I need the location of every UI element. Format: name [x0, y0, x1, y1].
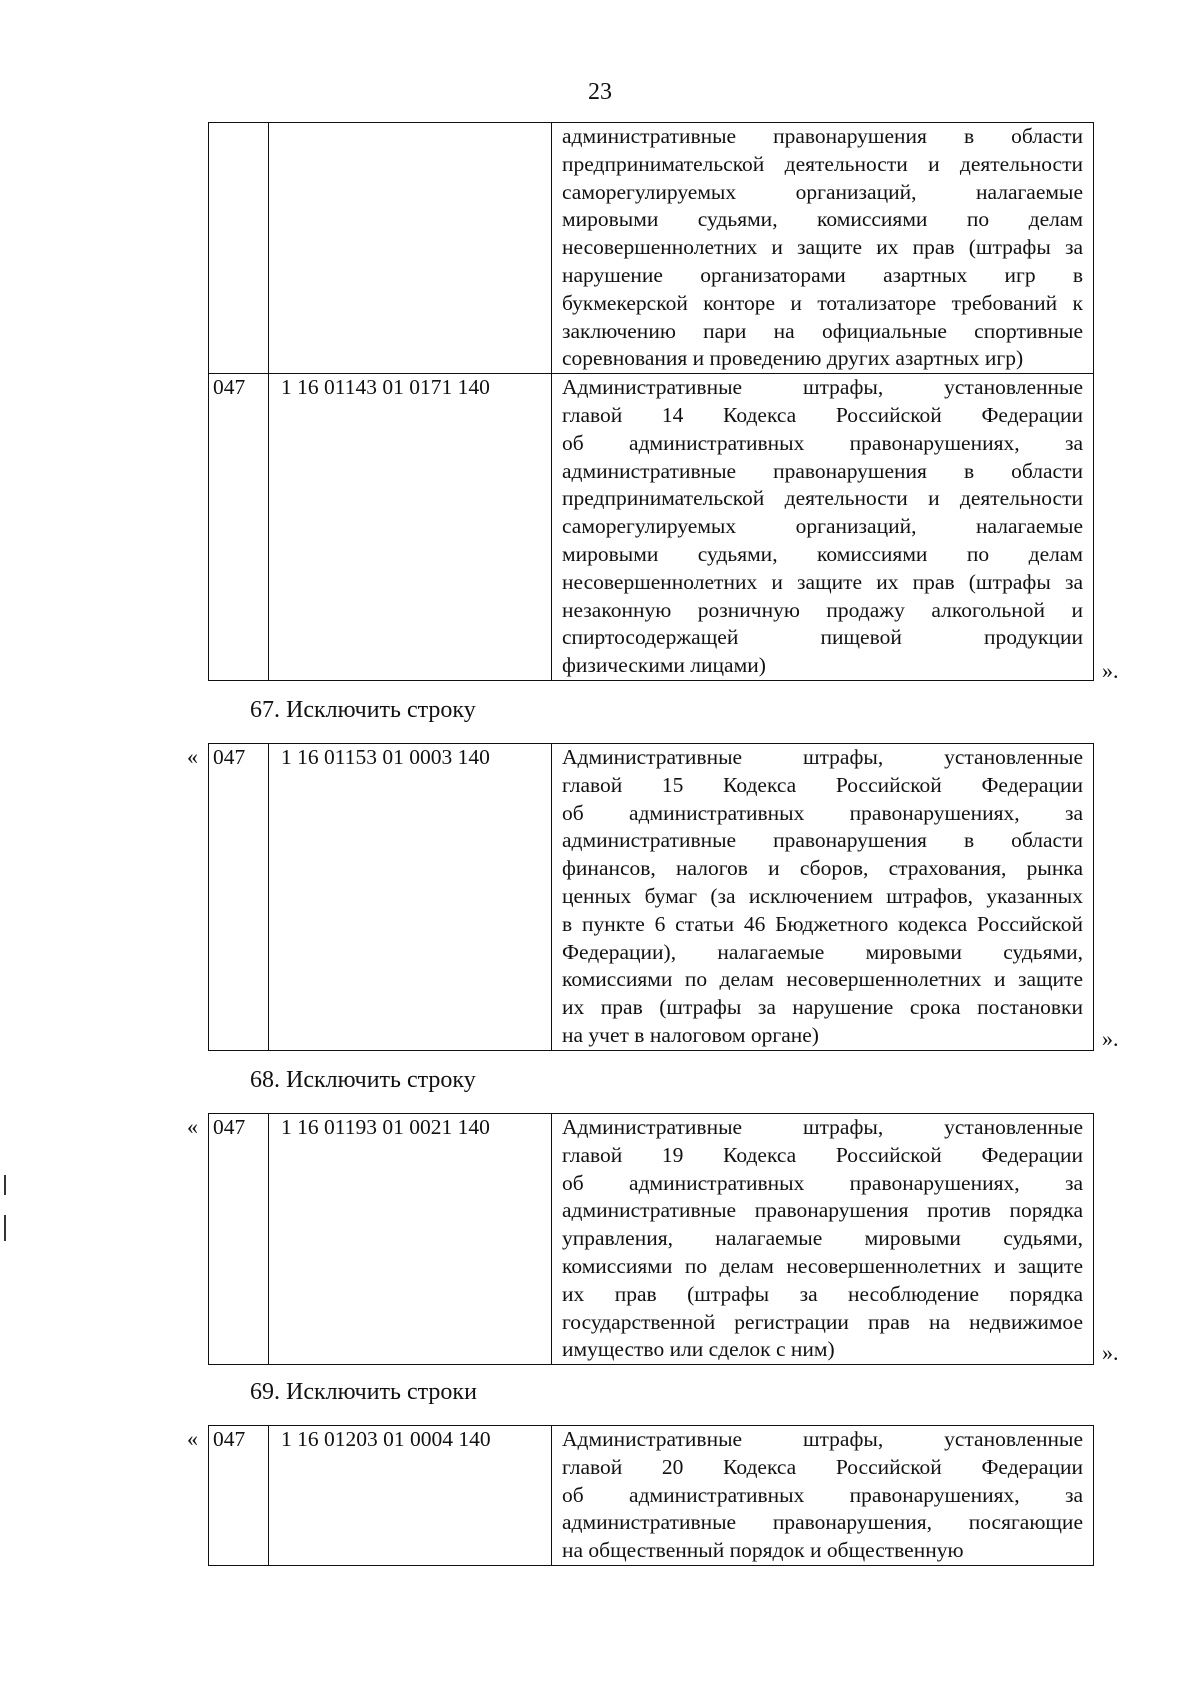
description-line: об административных правонарушениях, за — [562, 1482, 1083, 1507]
section-heading-69: 69. Исключить строки — [250, 1379, 477, 1405]
scan-artifact — [4, 1215, 6, 1241]
description-line: на общественный порядок и общественную — [562, 1538, 964, 1563]
description-line: их прав (штрафы за нарушение срока постановки — [562, 995, 1083, 1020]
description-line: комиссиями по делам несовершеннолетних и защите — [562, 967, 1083, 992]
description-line: административные правонарушения в области — [562, 828, 1083, 853]
description-line: административные правонарушения против порядка — [562, 1198, 1083, 1223]
description-line: саморегулируемых организаций, налагаемые — [562, 179, 1083, 204]
description-line: главой 14 Кодекса Российской Федерации — [562, 402, 1083, 427]
description-line: предпринимательской деятельности и деятельности — [562, 486, 1083, 511]
description-text — [562, 1426, 1083, 1565]
description-text — [562, 374, 1083, 680]
kbk-cell-empty — [269, 123, 552, 374]
description-line: в пункте 6 статьи 46 Бюджетного кодекса Российской — [562, 911, 1083, 936]
description-line: их прав (штрафы за несоблюдение порядка — [562, 1281, 1083, 1306]
description-line: букмекерской конторе и тотализаторе требований к — [562, 290, 1083, 315]
opening-quote: « — [187, 744, 198, 769]
kbk-cell: 1 16 01193 01 0021 140 — [269, 1114, 552, 1365]
code-cell: 047 — [209, 1426, 269, 1566]
description-line: саморегулируемых организаций, налагаемые — [562, 514, 1083, 539]
description-line: комиссиями по делам несовершеннолетних и защите — [562, 1253, 1083, 1278]
description-line: незаконную розничную продажу алкогольной и — [562, 597, 1083, 622]
kbk-table-continued — [208, 122, 1094, 681]
description-line: административные правонарушения, посягающие — [562, 1510, 1083, 1535]
description-line: Административные штрафы, установленные — [562, 1427, 1083, 1451]
page-number: 23 — [588, 79, 612, 105]
section-heading-67: 67. Исключить строку — [250, 697, 476, 723]
description-line: Административные штрафы, установленные — [562, 745, 1083, 769]
closing-quote: ». — [1102, 1340, 1119, 1365]
table-row-continued — [209, 123, 1094, 374]
description-line: нарушение организаторами азартных игр в — [562, 262, 1083, 287]
kbk-cell: 1 16 01153 01 0003 140 — [269, 744, 552, 1051]
description-line: мировыми судьями, комиссиями по делам — [562, 207, 1083, 232]
description-line: несовершеннолетних и защите их прав (штрафы за — [562, 235, 1083, 260]
opening-quote: « — [187, 1426, 198, 1451]
description-line: управления, налагаемые мировыми судьями, — [562, 1226, 1083, 1251]
kbk-cell: 1 16 01143 01 0171 140 — [269, 374, 552, 681]
description-line: Административные штрафы, установленные — [562, 375, 1083, 400]
description-cell — [552, 744, 1094, 1051]
table-row — [209, 1114, 1094, 1365]
table-row — [209, 744, 1094, 1051]
table-row — [209, 1426, 1094, 1566]
code-cell: 047 — [209, 744, 269, 1051]
description-cell — [552, 374, 1094, 681]
kbk-table-69 — [208, 1425, 1094, 1566]
description-line: главой 15 Кодекса Российской Федерации — [562, 772, 1083, 797]
section-heading-68: 68. Исключить строку — [250, 1067, 476, 1093]
description-line: заключению пари на официальные спортивные — [562, 318, 1083, 343]
description-cell — [552, 123, 1094, 374]
kbk-cell: 1 16 01203 01 0004 140 — [269, 1426, 552, 1566]
table-row-0171 — [209, 374, 1094, 681]
closing-quote: ». — [1102, 1026, 1119, 1051]
description-line: Административные штрафы, установленные — [562, 1115, 1083, 1139]
description-cell — [552, 1426, 1094, 1566]
description-text — [562, 1114, 1083, 1364]
description-line: мировыми судьями, комиссиями по делам — [562, 541, 1083, 566]
description-line: административные правонарушения в области — [562, 124, 1083, 148]
description-line: Федерации), налагаемые мировыми судьями, — [562, 939, 1083, 964]
description-line: об административных правонарушениях, за — [562, 430, 1083, 455]
description-line: об административных правонарушениях, за — [562, 800, 1083, 825]
description-line: государственной регистрации прав на недвижимое — [562, 1309, 1083, 1334]
description-line: главой 19 Кодекса Российской Федерации — [562, 1142, 1083, 1167]
code-cell-empty — [209, 123, 269, 374]
closing-quote: ». — [1102, 658, 1119, 683]
description-line: спиртосодержащей пищевой продукции — [562, 625, 1083, 650]
description-line: предпринимательской деятельности и деятельности — [562, 151, 1083, 176]
description-cell — [552, 1114, 1094, 1365]
description-line: административные правонарушения в области — [562, 458, 1083, 483]
description-line: финансов, налогов и сборов, страхования, рынка — [562, 856, 1083, 881]
description-line: соревнования и проведению других азартных игр) — [562, 346, 1024, 371]
opening-quote: « — [187, 1114, 198, 1139]
description-line: на учет в налоговом органе) — [562, 1022, 819, 1047]
description-line: ценных бумаг (за исключением штрафов, указанных — [562, 883, 1083, 908]
description-line: имущество или сделок с ним) — [562, 1337, 835, 1362]
description-line: об административных правонарушениях, за — [562, 1170, 1083, 1195]
description-text — [562, 123, 1083, 373]
scan-artifact — [4, 1175, 6, 1195]
description-line: несовершеннолетних и защите их прав (штрафы за — [562, 569, 1083, 594]
kbk-table-67 — [208, 743, 1094, 1051]
kbk-table-68 — [208, 1113, 1094, 1365]
code-cell: 047 — [209, 374, 269, 681]
description-line: физическими лицами) — [562, 653, 766, 678]
description-text — [562, 744, 1083, 1050]
code-cell: 047 — [209, 1114, 269, 1365]
description-line: главой 20 Кодекса Российской Федерации — [562, 1454, 1083, 1479]
